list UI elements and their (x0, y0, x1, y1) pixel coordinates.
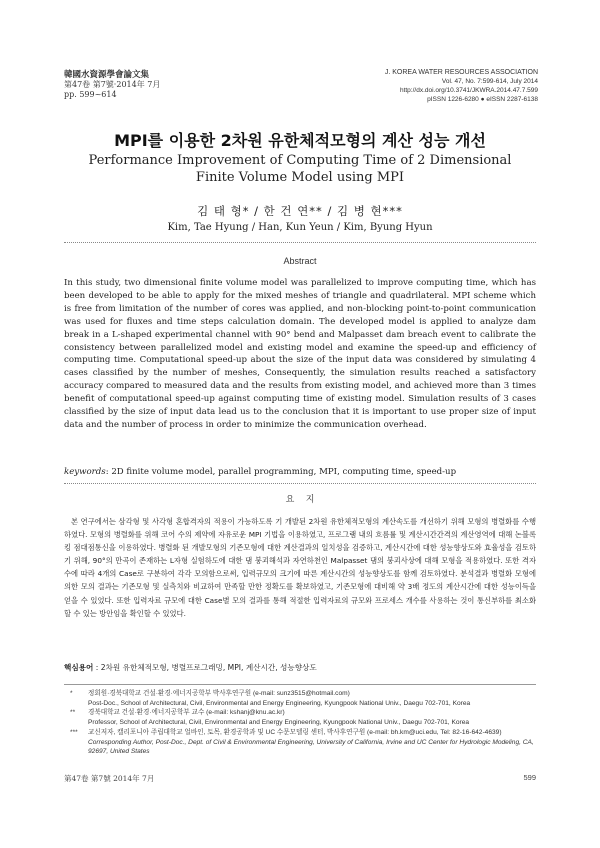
journal-info-korean (64, 70, 160, 100)
yoji-text: 본 연구에서는 삼각형 및 사각형 혼합격자의 적용이 가능하도록 기 개발된 2차원 유한체적모형의 계산속도를 개선하기 위해 모형의 병렬화를 수행하였다. 모형의 병렬화를 위해 코어 수의 제약에 자유로운 MPI 기법을 이용하였고, 프로그램 내의 흐름률 및 계산시간간격의 계산영역에 대해 논블록킹 점대점통신을 이용하였다. 병렬화 된 개발모형의 기존모형에 대한 계산결과의 일치성을 검증하고, 계산시간에 대한 성능향상도와 효율성을 검토하기 위해, 90°의 만곡이 존재하는 L자형 실험하도에 대한 댐 붕괴해석과 자연하천인 Malpasset 댐의 붕괴사상에 대해 모형을 적용하였다. 또한 격자수에 따라 4개의 Case로 구분하여 각각 모의함으로써, 입력규모의 크기에 따른 계산시간의 성능향상도를 함께 검토하였다. 분석결과 병렬화 모형에 의한 모의 결과는 기존모형 및 실측치와 비교하여 만족할 만한 정확도를 확보하였고, 기존모형에 대비해 약 3배 정도의 계산시간에 대한 성능이득을 얻을 수 있었다. 또한 입력자료 규모에 대한 Case별 모의 결과를 통해 적절한 입력자료의 규모와 프로세스 개수를 사용하는 것이 통신부하를 최소화할 수 있는 방안임을 확인할 수 있었다. (64, 517, 536, 618)
korean-keywords (64, 662, 536, 673)
footnote-mark: * (70, 690, 73, 697)
journal-volume-english: Vol. 47, No. 7:599-614, July 2014 (441, 78, 538, 85)
korean-keywords-label: 핵심용어 (64, 663, 94, 672)
footnote-line: 경북대학교 건설·환경·에너지공학부 교수 (e-mail: kshanj@knu.ac.kr) (88, 709, 285, 717)
keywords-label: keywords (64, 467, 106, 477)
journal-volume-korean: 第47卷 第7號·2014年 7月 (64, 80, 161, 89)
footnote-3 (64, 728, 536, 757)
korean-keywords-list: : 2차원 유한체적모형, 병렬프로그래밍, MPI, 계산시간, 성능향상도 (93, 663, 317, 672)
author-footnotes (64, 689, 536, 757)
footnote-line: Professor, School of Architectural, Civil, Environmental and Energy Engineering, Kyungpook National Univ., Daegu 702-701, Korea (88, 719, 470, 727)
footer-journal-issue: 第47卷 第7號 2014年 7月 (64, 774, 155, 783)
footnote-1 (64, 689, 536, 708)
page-number: 599 (523, 773, 536, 782)
footnote-line: Corresponding Author, Post-Doc., Dept. of Civil & Environmental Engineering, University of California, Irvine and UC Center for Hydrologic Modeling, CA, 92697, United States (88, 738, 534, 756)
journal-info-english (385, 68, 538, 104)
paper-title-english: Performance Improvement of Computing Time of 2 Dimensional Finite Volume Model using MPI (88, 153, 512, 185)
footnote-line: 교신저자, 캘리포니아 주립대학교 얼바인, 토목, 환경공학과 및 UC 수문모델링 센터, 박사후연구원 (e-mail: bh.km@uci.edu, Tel: 82-16-642-4639) (88, 728, 502, 736)
section-divider (64, 483, 536, 484)
authors-english: Kim, Tae Hyung / Han, Kun Yeun / Kim, Byung Hyun (167, 222, 433, 233)
journal-pages: pp. 599~614 (64, 90, 117, 99)
journal-name-english: J. KOREA WATER RESOURCES ASSOCIATION (384, 69, 538, 76)
abstract-heading: Abstract (283, 256, 317, 266)
paper-title-korean: MPI를 이용한 2차원 유한체적모형의 계산 성능 개선 (114, 131, 486, 150)
keywords-list: : 2D finite volume model, parallel programming, MPI, computing time, speed-up (105, 467, 457, 477)
authors-korean: 김 태 형* / 한 건 연** / 김 병 현*** (197, 204, 403, 218)
footnote-2 (64, 708, 536, 727)
footnote-mark: *** (70, 728, 78, 736)
yoji-heading: 요 지 (285, 495, 315, 505)
abstract-text: In this study, two dimensional finite volume model was parallelized to improve computing time, which has been developed to be able to apply for the mixed meshes of triangle and quadrilateral. MPI scheme which is free from limitation of the number of cores was applied, and non-blocking point-to-point communication was used for fluxes and time steps calculation domain. The developed model is applied to analyze dam break in a L-shaped experimental channel with 90° bend and Malpasset dam breach event to calibrate the consistency between parallelized model and existing model and examine the speed-up and efficiency of computing time. Computational speed-up about the size of the input data was considered by simulating 4 cases classified by the number of meshes, Consequently, the simulation results reached a satisfactory accuracy compared to measured data and the results from existing model, and achieved more than 3 times benefit of computational speed-up against computing time of existing model. Simulation results of 3 cases classified by the size of input data lead us to the conclusion that it is important to use proper size of input data and the number of process in order to minimize the communication overhead. (64, 278, 536, 430)
footnote-line: 정회원·경북대학교 건설·환경·에너지공학부 박사후연구원 (e-mail: sunz3515@hotmail.com) (88, 690, 350, 697)
english-keywords (64, 467, 536, 477)
section-divider (64, 242, 536, 243)
journal-doi[interactable]: http://dx.doi.org/10.3741/JKWRA.2014.47.7.599 (399, 87, 538, 94)
footnote-divider (64, 684, 536, 685)
journal-name-hanja: 韓國水資源學會論文集 (64, 70, 150, 80)
footnote-line: Post-Doc., School of Architectural, Civil, Environmental and Energy Engineering, Kyungpook National Univ., Daegu 702-701, Korea (88, 699, 471, 707)
journal-issn: pISSN 1226-6280 ● eISSN 2287-6138 (427, 96, 538, 103)
footnote-mark: ** (70, 709, 76, 717)
